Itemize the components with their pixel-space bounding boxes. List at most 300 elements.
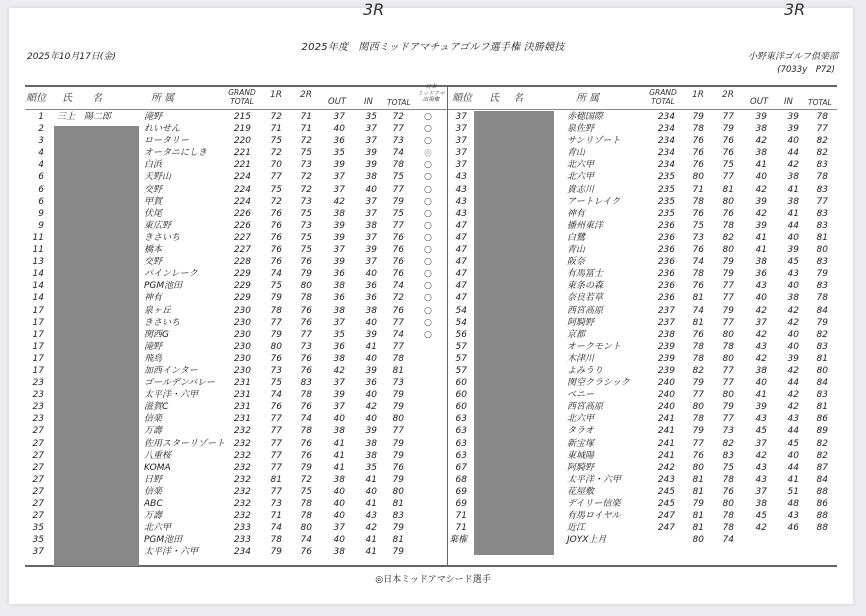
round-1: 76 (692, 148, 704, 159)
grand-total: 221 (233, 148, 251, 159)
affiliation: サンリゾート (567, 136, 621, 147)
rank: 17 (32, 305, 44, 316)
grand-total: 239 (657, 353, 675, 364)
round-3-total: 83 (816, 390, 828, 401)
round-2: 72 (300, 184, 312, 195)
grand-total: 230 (233, 353, 251, 364)
round-1: 80 (692, 402, 704, 413)
player-name: 三上 陽二郎 (57, 112, 112, 122)
round-3-total: 79 (816, 269, 828, 280)
round-3-out: 40 (333, 414, 345, 425)
round-3-out: 42 (755, 450, 767, 461)
round-1: 79 (270, 329, 282, 340)
qualifier-circle-icon: ○ (424, 184, 432, 195)
round-1: 76 (270, 245, 282, 256)
round-3-total: 77 (392, 341, 404, 352)
affiliation: 北六甲 (567, 160, 595, 171)
round-3-in: 38 (787, 196, 799, 207)
grand-total: 242 (657, 462, 675, 473)
affiliation: オークモント (567, 341, 622, 352)
round-1: 80 (270, 341, 282, 352)
grand-total: 236 (657, 281, 675, 292)
affiliation: 太平洋・六甲 (567, 474, 622, 485)
col-in: IN (784, 97, 793, 107)
round-1: 77 (270, 426, 282, 437)
round-3-in: 36 (365, 281, 377, 292)
affiliation: 甲賀 (144, 196, 163, 207)
rank: 14 (32, 281, 44, 292)
affiliation: KOMA (144, 462, 171, 473)
affiliation: 交野 (144, 184, 163, 195)
round-3-total: 81 (392, 499, 404, 509)
grand-total: 241 (657, 450, 675, 461)
round-3-total: 78 (392, 160, 404, 171)
round-3-in: 40 (787, 450, 799, 461)
round-3-out: 42 (755, 305, 767, 316)
grand-total: 234 (657, 136, 675, 147)
round-1: 74 (270, 523, 282, 534)
round-2: 77 (722, 293, 734, 304)
round-1: 77 (270, 450, 282, 461)
rank: 27 (32, 426, 44, 437)
rank: 17 (32, 317, 44, 328)
round-3-in: 40 (365, 269, 377, 280)
round-3-total: 88 (816, 511, 828, 522)
round-2: 80 (722, 245, 734, 256)
grand-total: 233 (233, 523, 251, 534)
round-2: 77 (722, 281, 734, 292)
round-3-in: 42 (787, 390, 799, 401)
rank: 9 (38, 208, 44, 219)
affiliation: 万壽 (144, 511, 163, 522)
round-1: 75 (270, 136, 282, 147)
document-title: 2025年度 関西ミッドアマチュアゴルフ選手権 決勝競技 (301, 42, 565, 53)
round-2: 80 (722, 196, 734, 207)
rank: 68 (455, 474, 467, 485)
affiliation: きさいち (144, 317, 181, 328)
rank: 11 (32, 245, 44, 256)
affiliation: 太平洋・六甲 (144, 547, 199, 558)
round-3-out: 37 (333, 402, 345, 413)
round-3-in: 35 (365, 112, 377, 122)
round-1: 78 (270, 535, 282, 546)
round-2: 75 (300, 486, 312, 497)
rank: 47 (455, 245, 467, 256)
round-2: 78 (722, 474, 734, 485)
round-1: 70 (270, 160, 282, 171)
col-name-1: 氏 (62, 93, 72, 104)
affiliation: パインレーク (144, 269, 198, 280)
round-1: 76 (692, 160, 704, 171)
round-1: 79 (692, 426, 704, 437)
rank: 2 (38, 124, 44, 135)
qualifier-circle-icon: ○ (424, 329, 432, 340)
round-3-out: 40 (755, 378, 767, 389)
rank: 54 (455, 317, 467, 328)
grand-total: 245 (657, 499, 675, 509)
rank: 47 (455, 232, 467, 243)
round-3-out: 38 (755, 148, 767, 159)
round-3-in: 39 (787, 124, 799, 135)
round-3-total: 81 (392, 535, 404, 546)
grand-total: 215 (233, 112, 251, 122)
round-3-out: 37 (333, 523, 345, 534)
round-3-total: 81 (816, 353, 828, 364)
grand-total: 232 (233, 474, 251, 485)
round-3-out: 37 (755, 486, 767, 497)
rank: 47 (455, 220, 467, 231)
round-3-in: 38 (365, 438, 377, 449)
round-3-total: 79 (392, 402, 404, 413)
round-3-in: 44 (787, 462, 799, 473)
rank: 47 (455, 293, 467, 304)
round-3-out: 36 (333, 341, 345, 352)
affiliation: 交野 (144, 257, 163, 268)
qualifier-circle-icon: ○ (424, 196, 432, 207)
affiliation: オータニにしき (144, 148, 208, 159)
round-3-total: 80 (816, 245, 828, 256)
round-1: 81 (692, 474, 704, 485)
grand-total: 231 (233, 390, 251, 401)
round-3-total: 80 (392, 486, 404, 497)
grand-total: 230 (233, 329, 251, 340)
round-1: 76 (692, 450, 704, 461)
rank: 43 (455, 184, 467, 195)
round-3-out: 45 (755, 426, 767, 437)
round-3-out: 39 (333, 220, 345, 231)
footer-legend: ◎日本ミッドアマシード選手 (375, 575, 491, 585)
grand-total: 224 (233, 172, 251, 183)
round-3-total: 72 (392, 112, 404, 122)
round-3-total: 77 (392, 220, 404, 231)
round-3-in: 37 (365, 257, 377, 268)
round-3-in: 42 (365, 402, 377, 413)
redacted-names-left (54, 126, 139, 566)
round-3-out: 42 (755, 523, 767, 534)
round-3-out: 42 (333, 365, 345, 376)
rank: 37 (455, 160, 467, 171)
qualifier-circle-icon: ○ (424, 293, 432, 304)
round-2: 77 (722, 365, 734, 376)
round-3-total: 74 (392, 329, 404, 340)
rank: 37 (455, 136, 467, 147)
round-3-total: 83 (816, 341, 828, 352)
round-2: 73 (722, 426, 734, 437)
round-3-total: 88 (816, 486, 828, 497)
affiliation: 北六甲 (567, 414, 595, 425)
round-3-out: 38 (333, 547, 345, 558)
round-3-total: 76 (392, 462, 404, 473)
affiliation: アートレイク (567, 196, 621, 207)
round-1: 76 (270, 257, 282, 268)
col-affiliation: 所 属 (576, 93, 600, 104)
round-3-in: 40 (787, 281, 799, 292)
round-3-total: 83 (816, 184, 828, 195)
round-3-in: 44 (787, 220, 799, 231)
rank: 17 (32, 341, 44, 352)
round-3-total: 80 (816, 365, 828, 376)
round-1: 80 (692, 172, 704, 183)
round-2: 80 (722, 329, 734, 340)
affiliation: 滋賀C (144, 402, 169, 413)
rank: 27 (32, 511, 44, 522)
grand-total: 234 (657, 148, 675, 159)
round-3-total: 82 (816, 450, 828, 461)
round-3-in: 46 (787, 523, 799, 534)
grand-total: 247 (657, 511, 675, 522)
round-3-in: 40 (787, 136, 799, 147)
round-3-out: 41 (333, 450, 345, 461)
rank: 71 (455, 511, 467, 522)
grand-total: 238 (657, 329, 675, 340)
affiliation: 赤穂国際 (567, 112, 604, 122)
grand-total: 235 (657, 172, 675, 183)
round-3-out: 39 (755, 220, 767, 231)
qualifier-circle-icon: ○ (424, 245, 432, 256)
round-3-out: 37 (755, 438, 767, 449)
qualifier-circle-icon: ○ (424, 269, 432, 280)
round-3-total: 80 (392, 414, 404, 425)
grand-total: 230 (233, 317, 251, 328)
round-2: 76 (722, 486, 734, 497)
round-3-in: 37 (365, 196, 377, 207)
rank: 23 (32, 378, 44, 389)
round-2: 74 (300, 535, 312, 546)
grand-total: 247 (657, 523, 675, 534)
round-1: 81 (692, 486, 704, 497)
round-1: 72 (270, 148, 282, 159)
round-3-out: 42 (755, 353, 767, 364)
affiliation: 太平洋・六甲 (144, 390, 199, 401)
round-3-total: 79 (392, 474, 404, 485)
round-3-total: 79 (392, 450, 404, 461)
round-3-total: 81 (816, 402, 828, 413)
affiliation: きさいち (144, 232, 181, 243)
grand-total: 230 (233, 305, 251, 316)
round-1: 73 (270, 499, 282, 509)
affiliation: 伏尾 (144, 208, 163, 219)
affiliation: 青山 (567, 245, 586, 256)
grand-total: 230 (233, 341, 251, 352)
rank: 57 (455, 341, 467, 352)
round-1: 81 (270, 474, 282, 485)
round-2: 77 (722, 172, 734, 183)
round-3-in: 45 (787, 257, 799, 268)
round-2: 82 (722, 438, 734, 449)
rank: 57 (455, 365, 467, 376)
round-3-out: 45 (755, 511, 767, 522)
round-3-total: 78 (816, 112, 828, 122)
round-3-in: 37 (365, 136, 377, 147)
qualifier-circle-icon: ○ (424, 317, 432, 328)
grand-total: 241 (657, 426, 675, 437)
grand-total: 232 (233, 450, 251, 461)
qualifier-circle-icon: ○ (424, 124, 432, 135)
round-3-out: 39 (333, 390, 345, 401)
rank: 27 (32, 486, 44, 497)
affiliation: 貴志川 (567, 184, 595, 195)
round-3-out: 41 (755, 390, 767, 401)
round-2: 78 (300, 511, 312, 522)
affiliation: よみうり (567, 365, 604, 376)
round-3-in: 51 (787, 486, 799, 497)
round-1: 78 (692, 341, 704, 352)
round-1: 78 (270, 305, 282, 316)
round-2: 80 (722, 353, 734, 364)
round-3-out: 42 (755, 184, 767, 195)
rank: 17 (32, 329, 44, 340)
round-3-out: 38 (755, 499, 767, 509)
round-3-out: 43 (755, 462, 767, 473)
round-3-total: 82 (816, 438, 828, 449)
round-3-out: 40 (755, 172, 767, 183)
rank: 27 (32, 474, 44, 485)
col-grand-total: GRAND TOTAL (649, 88, 677, 106)
rank: 27 (32, 499, 44, 509)
round-3-total: 76 (392, 257, 404, 268)
round-3-total: 84 (816, 378, 828, 389)
grand-total: 227 (233, 245, 251, 256)
round-1: 78 (692, 353, 704, 364)
round-3-total: 76 (392, 245, 404, 256)
round-3-out: 41 (333, 462, 345, 473)
grand-total: 232 (233, 499, 251, 509)
round-2: 80 (722, 499, 734, 509)
round-2: 75 (722, 160, 734, 171)
grand-total: 234 (233, 547, 251, 558)
round-1: 76 (270, 402, 282, 413)
grand-total: 237 (657, 317, 675, 328)
affiliation: JOYX上月 (567, 535, 607, 546)
qualifier-circle-icon: ○ (424, 160, 432, 171)
round-3-in: 39 (365, 148, 377, 159)
rank: 54 (455, 305, 467, 316)
round-2: 80 (300, 281, 312, 292)
affiliation: 白鷺 (567, 232, 586, 243)
round-3-out: 43 (755, 414, 767, 425)
round-3-in: 42 (787, 402, 799, 413)
qualifier-circle-icon: ○ (424, 281, 432, 292)
round-3-in: 40 (787, 341, 799, 352)
round-3-out: 38 (755, 365, 767, 376)
round-3-in: 36 (365, 293, 377, 304)
rank: 13 (32, 257, 44, 268)
round-2: 80 (300, 523, 312, 534)
affiliation: 滝野 (144, 112, 163, 122)
round-3-in: 38 (365, 172, 377, 183)
round-1: 77 (692, 438, 704, 449)
round-3-in: 44 (787, 148, 799, 159)
round-2: 75 (722, 462, 734, 473)
round-3-out: 41 (755, 245, 767, 256)
affiliation: 橋本 (144, 245, 163, 256)
qualifier-circle-icon: ○ (424, 257, 432, 268)
rank: 47 (455, 269, 467, 280)
rank: 63 (455, 450, 467, 461)
round-2: 72 (300, 172, 312, 183)
round-3-total: 72 (392, 293, 404, 304)
grand-total: 232 (233, 462, 251, 473)
round-1: 76 (692, 281, 704, 292)
rank: 60 (455, 378, 467, 389)
round-1: 75 (270, 184, 282, 195)
col-affiliation: 所 属 (151, 93, 175, 104)
round-2: 76 (722, 208, 734, 219)
round-3-in: 44 (787, 426, 799, 437)
round-1: 71 (692, 184, 704, 195)
round-2: 73 (300, 160, 312, 171)
round-3-total: 75 (392, 208, 404, 219)
round-2: 79 (722, 305, 734, 316)
grand-total: 235 (657, 184, 675, 195)
round-1: 81 (692, 317, 704, 328)
round-2: 72 (300, 136, 312, 147)
grand-total: 224 (233, 184, 251, 195)
round-3-total: 77 (392, 124, 404, 135)
round-2: 77 (722, 414, 734, 425)
round-3-total: 77 (392, 184, 404, 195)
round-3-total: 77 (816, 124, 828, 135)
col-rank: 順位 (26, 93, 46, 104)
rank: 35 (32, 523, 44, 534)
round-3-total: 79 (816, 317, 828, 328)
grand-total: 234 (657, 112, 675, 122)
round-3-in: 41 (365, 499, 377, 509)
round-3-in: 41 (787, 474, 799, 485)
round-1: 74 (270, 390, 282, 401)
round-1: 74 (692, 305, 704, 316)
round-3-in: 39 (365, 329, 377, 340)
grand-total: 219 (233, 124, 251, 135)
round-2: 76 (300, 547, 312, 558)
col-3r: 3R (784, 0, 806, 19)
grand-total: 241 (657, 438, 675, 449)
round-1: 72 (270, 112, 282, 122)
round-3-in: 38 (365, 305, 377, 316)
round-3-total: 86 (816, 414, 828, 425)
grand-total: 232 (233, 438, 251, 449)
col-2r: 2R (300, 90, 312, 100)
rank: 35 (32, 535, 44, 546)
round-3-in: 42 (365, 523, 377, 534)
round-3-out: 41 (755, 160, 767, 171)
grand-total: 237 (657, 305, 675, 316)
round-1: 80 (692, 462, 704, 473)
affiliation: ロータリー (144, 136, 190, 147)
round-3-total: 83 (816, 208, 828, 219)
rank: 37 (455, 124, 467, 135)
round-3-out: 38 (333, 281, 345, 292)
round-1: 78 (692, 269, 704, 280)
round-1: 76 (270, 353, 282, 364)
round-2: 78 (722, 341, 734, 352)
rank: 63 (455, 426, 467, 437)
round-1: 72 (270, 196, 282, 207)
grand-total: 227 (233, 232, 251, 243)
round-3-out: 36 (333, 293, 345, 304)
round-1: 81 (692, 511, 704, 522)
round-2: 76 (722, 136, 734, 147)
affiliation: 有馬冨士 (567, 269, 604, 280)
grand-total: 236 (657, 220, 675, 231)
grand-total: 228 (233, 257, 251, 268)
rank: 1 (38, 112, 44, 122)
rank: 37 (455, 148, 467, 159)
round-3-out: 36 (333, 269, 345, 280)
round-3-total: 81 (392, 365, 404, 376)
round-1: 78 (692, 196, 704, 207)
round-3-in: 38 (365, 220, 377, 231)
